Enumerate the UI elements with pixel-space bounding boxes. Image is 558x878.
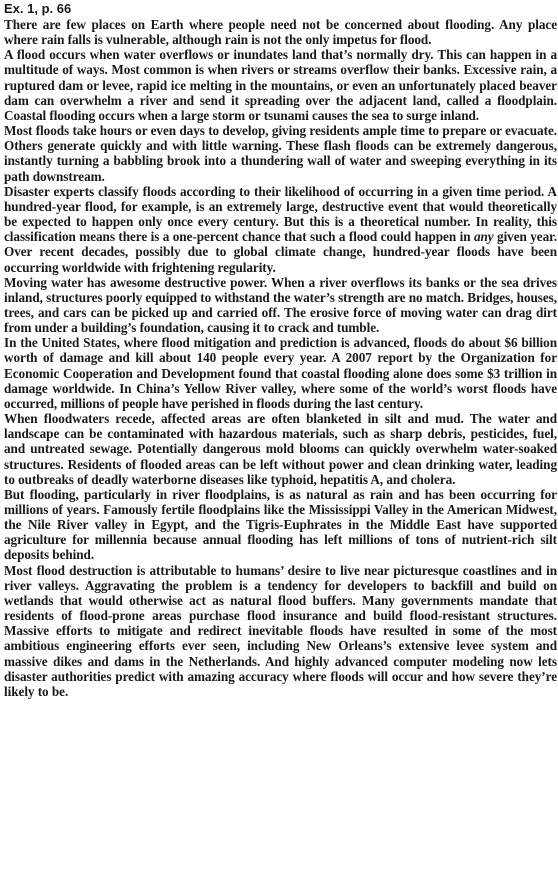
- paragraph-human-factors: Most flood destruction is attributable to humans’ desire to live near picturesque coastlines and in river valleys. Aggravating the problem is a tendency for developers to backfill and build on wetlands that would otherwise act as natural flood buffers. Many governments mandate that residents of flood-prone areas purchase flood insurance and build flood-resistant structures. Massive efforts to mitigate and redirect inevitable floods have resulted in some of the most ambitious engineering efforts ever seen, including New Orleans’s extensive levee system and massive dikes and dams in the Netherlands. And highly advanced computer modeling now lets disaster authorities predict with amazing accuracy where floods will occur and how severe they’re likely to be.: [4, 562, 557, 699]
- paragraph-intro: There are few places on Earth where people need not be concerned about flooding. Any place where rain falls is vulnerable, although rain is not the only impetus for flood.: [4, 17, 557, 48]
- emphasized-word: any: [473, 229, 494, 245]
- exercise-heading: Ex. 1, p. 66: [4, 1, 72, 16]
- paragraph-text-before: Disaster experts classify floods according to their likelihood of occurring in a given time period. A hundred-year flood, for example, is an extremely large, destructive event that would theoretically be expected to happen only once every century. But this is a theoretical number. In reality, this classification means there is a one-percent chance that such a flood could happen in: [4, 183, 557, 245]
- paragraph-hundred-year-flood: [4, 184, 557, 275]
- paragraph-damage-statistics: In the United States, where flood mitigation and prediction is advanced, floods do about $6 billion worth of damage and kill about 140 people every year. A 2007 report by the Organization for Economic Cooperation and Development found that coastal flooding alone does some $3 trillion in damage worldwide. In China’s Yellow River valley, where some of the world’s worst floods have occurred, millions of people have perished in floods during the last century.: [4, 335, 557, 411]
- paragraph-destructive-power: Moving water has awesome destructive power. When a river overflows its banks or the sea drives inland, structures poorly equipped to withstand the water’s strength are no match. Bridges, houses, trees, and cars can be picked up and carried off. The erosive force of moving water can drag dirt from under a building’s foundation, causing it to crack and tumble.: [4, 274, 557, 336]
- paragraph-text-after: given year. Over recent decades, possibly due to global climate change, hundred-year floods have been occurring worldwide with frightening regularity.: [4, 229, 557, 275]
- paragraph-flood-definition: A flood occurs when water overflows or inundates land that’s normally dry. This can happen in a multitude of ways. Most common is when rivers or streams overflow their banks. Excessive rain, a ruptured dam or levee, rapid ice melting in the mountains, or even an unfortunately placed beaver dam can overwhelm a river and send it spreading over the adjacent land, called a floodplain. Coastal flooding occurs when a large storm or tsunami causes the sea to surge inland.: [4, 47, 557, 123]
- paragraph-aftermath: When floodwaters recede, affected areas are often blanketed in silt and mud. The water and landscape can be contaminated with hazardous materials, such as sharp debris, pesticides, fuel, and untreated sewage. Potentially dangerous mold blooms can quickly overwhelm water-soaked structures. Residents of flooded areas can be left without power and clean drinking water, leading to outbreaks of deadly waterborne diseases like typhoid, hepatitis A, and cholera.: [4, 411, 557, 487]
- paragraph-natural-flooding: But flooding, particularly in river floodplains, is as natural as rain and has been occurring for millions of years. Famously fertile floodplains like the Mississippi Valley in the American Midwest, the Nile River valley in Egypt, and the Tigris-Euphrates in the Middle East have supported agriculture for millennia because annual flooding has left millions of tons of nutrient-rich silt deposits behind.: [4, 486, 557, 563]
- paragraph-flash-floods: Most floods take hours or even days to develop, giving residents ample time to prepare or evacuate. Others generate quickly and with little warning. These flash floods can be extremely dangerous, instantly turning a babbling brook into a thundering wall of water and sweeping everything in its path downstream.: [4, 123, 557, 184]
